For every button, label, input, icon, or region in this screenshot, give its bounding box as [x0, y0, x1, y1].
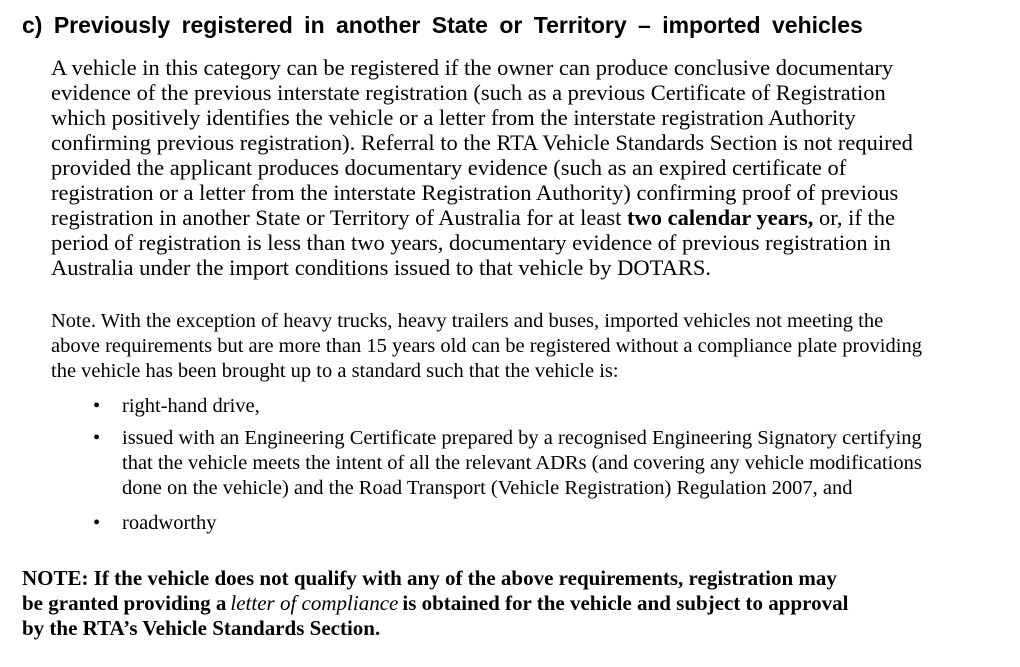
final-note-line: NOTE: If the vehicle does not qualify with any of the above requirements, registration may — [22, 566, 837, 590]
main-paragraph — [51, 55, 1006, 280]
section-heading: c) Previously registered in another State or Territory – imported vehicles — [22, 12, 863, 38]
final-note-line — [22, 591, 1007, 616]
list-item-line: issued with an Engineering Certificate prepared by a recognised Engineering Signatory certifying — [122, 427, 922, 449]
paragraph-line: evidence of the previous interstate registration (such as a previous Certificate of Registration — [51, 80, 886, 105]
final-note — [22, 566, 1007, 641]
paragraph-text: or, if the — [813, 205, 895, 230]
final-note-line: by the RTA’s Vehicle Standards Section. — [22, 616, 381, 640]
paragraph-line: A vehicle in this category can be registered if the owner can produce conclusive documentary — [51, 55, 894, 80]
note-line: Note. With the exception of heavy trucks, heavy trailers and buses, imported vehicles not meeting the — [51, 310, 884, 332]
list-item-line: that the vehicle meets the intent of all the relevant ADRs (and covering any vehicle modifications — [122, 452, 922, 474]
note-paragraph — [51, 309, 1006, 384]
paragraph-line: registration or a letter from the interstate Registration Authority) confirming proof of previous — [51, 180, 899, 205]
letter-of-compliance-term: letter of compliance — [230, 591, 399, 615]
paragraph-text: registration in another State or Territory of Australia for at least — [51, 205, 627, 230]
paragraph-line: confirming previous registration). Referral to the RTA Vehicle Standards Section is not required — [51, 130, 913, 155]
bullet-icon: • — [93, 512, 101, 534]
final-note-text: be granted providing a — [22, 591, 227, 615]
bullet-icon: • — [93, 395, 101, 417]
list-item-text: right-hand drive, — [122, 395, 260, 417]
emphasis-two-calendar-years: two calendar years, — [626, 205, 814, 230]
list-item-line: done on the vehicle) and the Road Transport (Vehicle Registration) Regulation 2007, and — [122, 477, 853, 499]
paragraph-line: provided the applicant produces documentary evidence (such as an expired certificate of — [51, 155, 847, 180]
paragraph-line: which positively identifies the vehicle or a letter from the interstate registration Authority — [51, 105, 856, 130]
final-note-text: is obtained for the vehicle and subject to approval — [402, 591, 849, 615]
paragraph-line: period of registration is less than two years, documentary evidence of previous registration in — [51, 230, 891, 255]
bullet-icon: • — [93, 427, 101, 449]
note-line: above requirements but are more than 15 years old can be registered without a compliance plate providing — [51, 335, 922, 357]
list-item-text: roadworthy — [122, 512, 217, 534]
paragraph-line — [51, 205, 1006, 230]
note-line: the vehicle has been brought up to a standard such that the vehicle is: — [51, 360, 619, 382]
paragraph-line: Australia under the import conditions issued to that vehicle by DOTARS. — [51, 255, 711, 280]
list-item-text — [122, 426, 922, 501]
